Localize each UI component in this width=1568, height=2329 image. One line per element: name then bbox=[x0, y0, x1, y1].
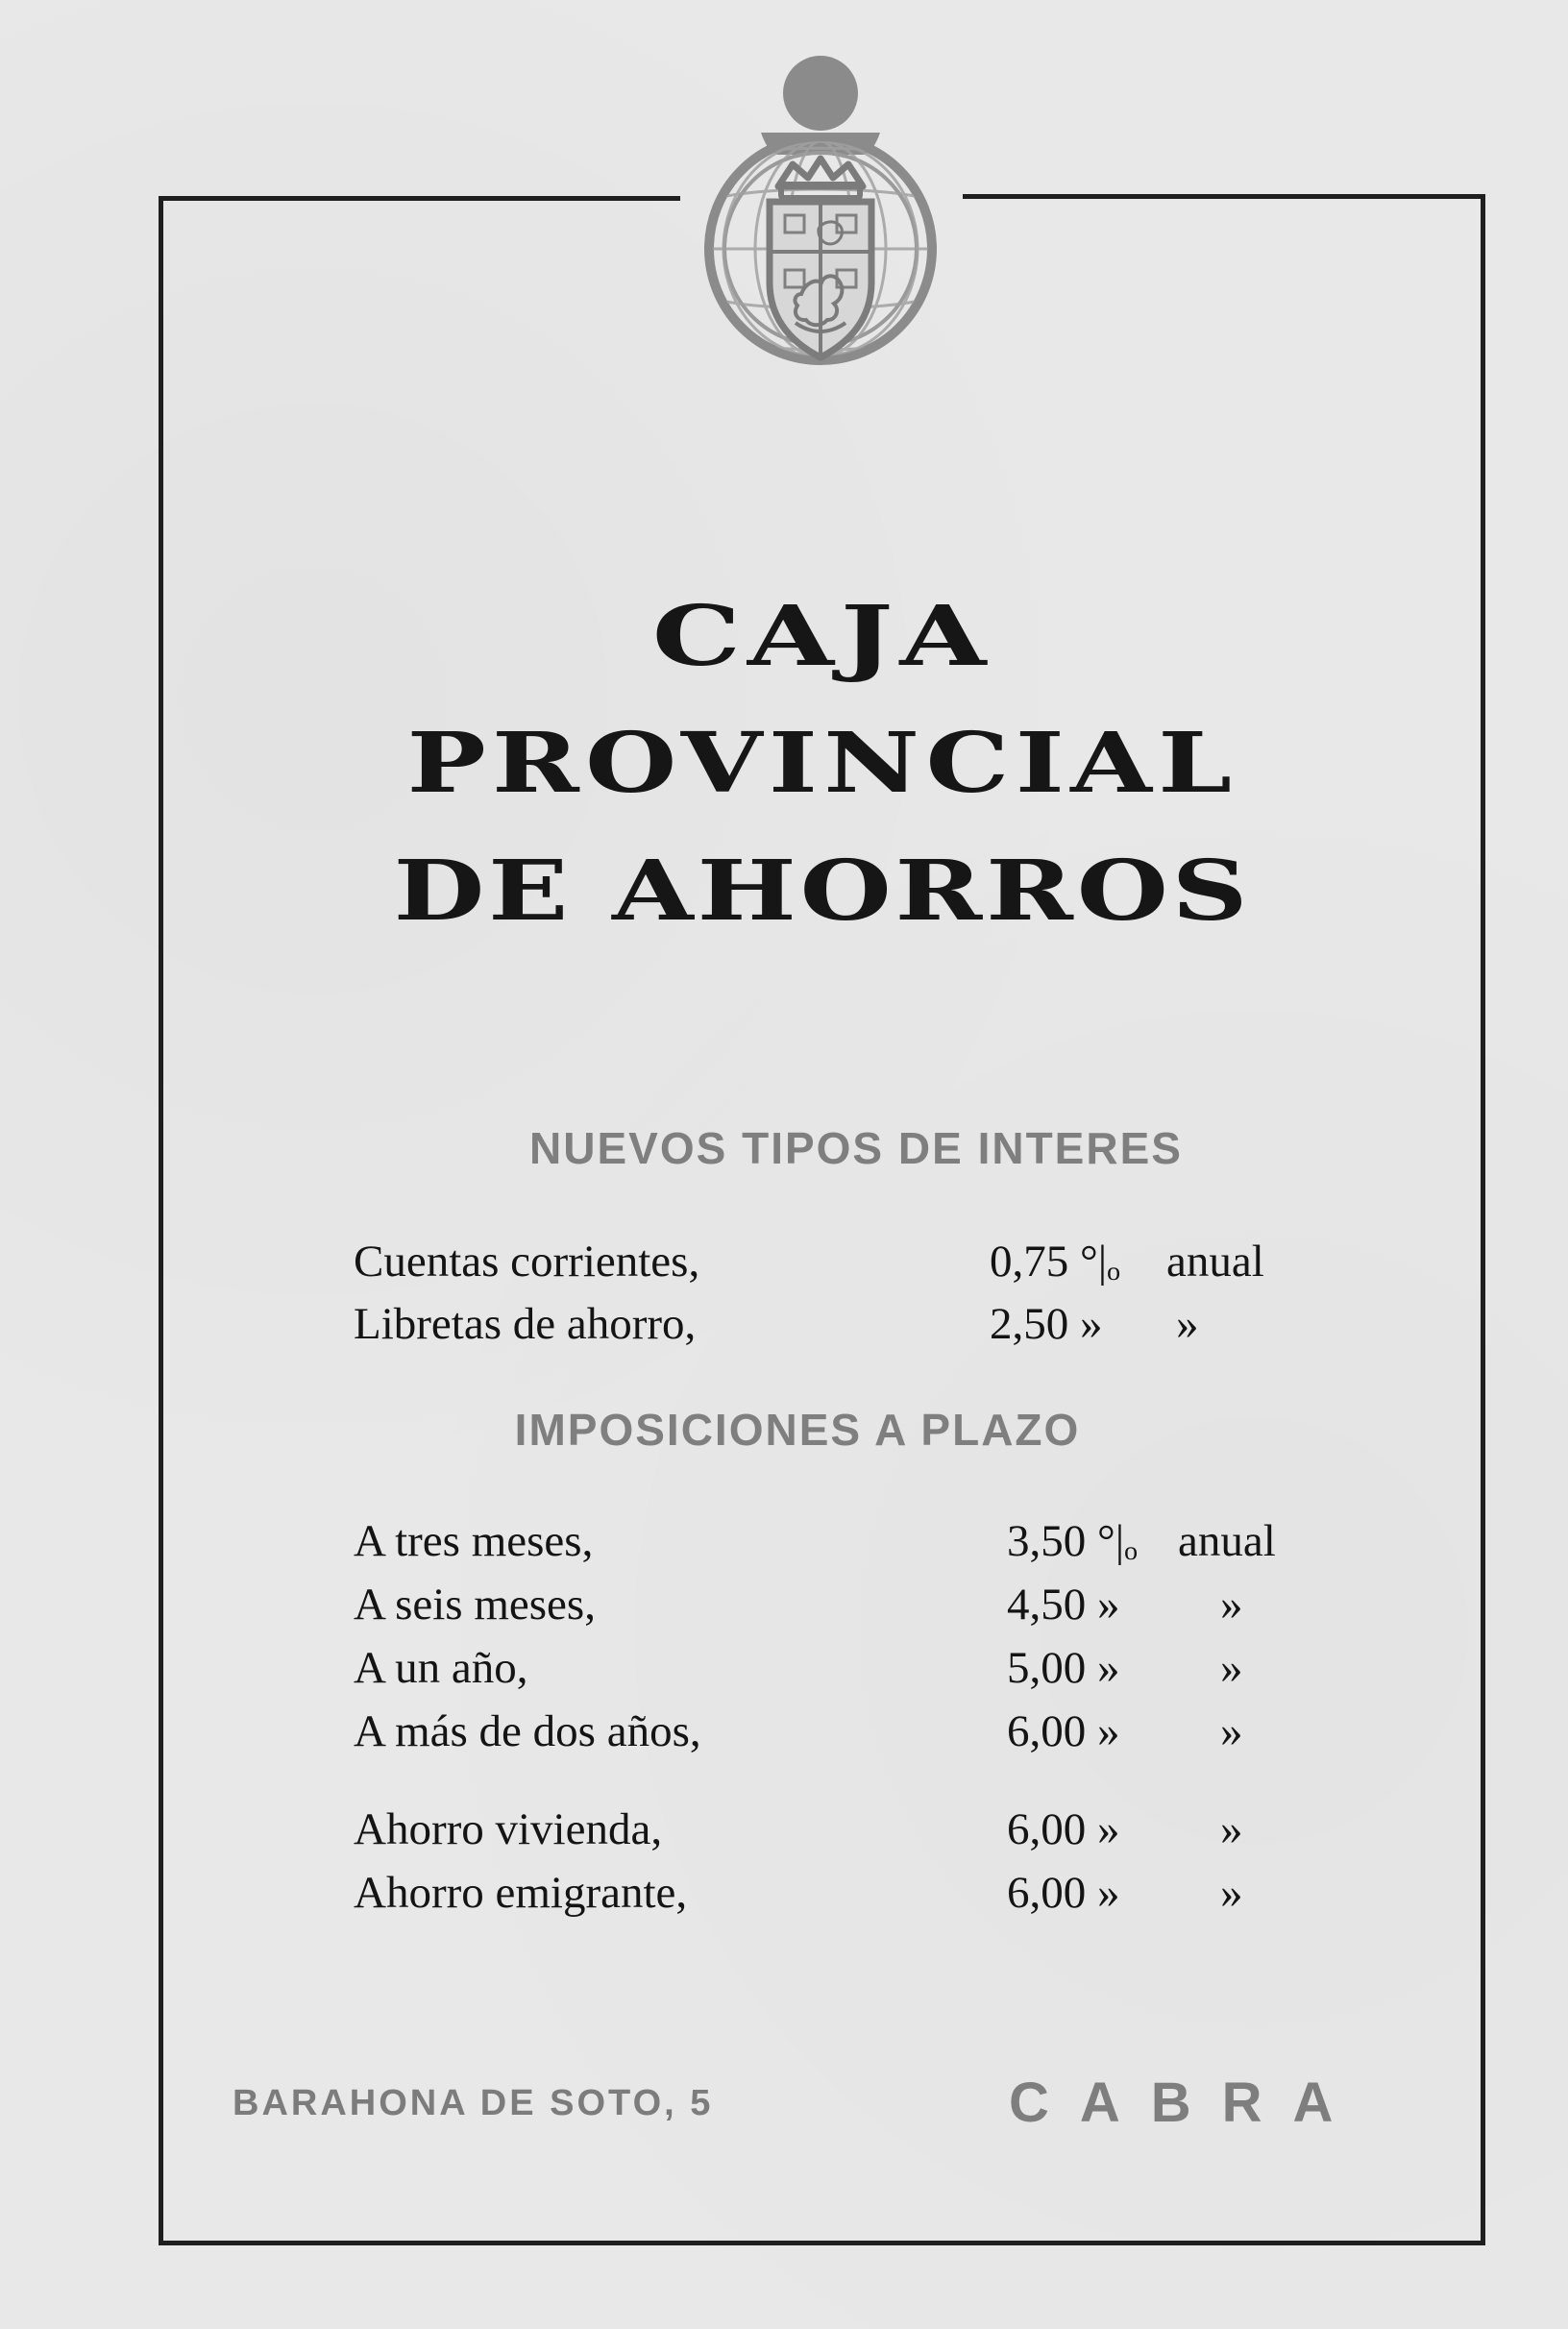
rate-suffix: » bbox=[1220, 1706, 1243, 1756]
rate-suffix: anual bbox=[1166, 1237, 1264, 1287]
rate-label: A seis meses, bbox=[354, 1580, 596, 1630]
rate-row bbox=[0, 1582, 1568, 1640]
rate-label: Ahorro vivienda, bbox=[354, 1804, 663, 1854]
rate-label: Ahorro emigrante, bbox=[354, 1868, 688, 1918]
title-line-3: DE AHORROS bbox=[393, 843, 1252, 940]
rate-row bbox=[0, 1239, 1568, 1297]
border-top-right bbox=[963, 194, 1485, 199]
rate-value: 6,00 » bbox=[1007, 1706, 1120, 1756]
rate-value: 4,50 » bbox=[1007, 1580, 1120, 1630]
rate-suffix: anual bbox=[1178, 1516, 1276, 1566]
footer-city: CABRA bbox=[1009, 2072, 1364, 2134]
rate-suffix: » bbox=[1220, 1643, 1243, 1693]
title-line-2: PROVINCIAL bbox=[406, 715, 1238, 812]
title-line-1: CAJA bbox=[651, 588, 993, 685]
border-left bbox=[159, 196, 163, 2245]
rate-row bbox=[0, 1516, 1568, 1577]
footer-address: BARAHONA DE SOTO, 5 bbox=[233, 2083, 714, 2123]
rate-suffix: » bbox=[1220, 1868, 1243, 1918]
rate-value: 2,50 » bbox=[990, 1299, 1103, 1349]
rate-value: 6,00 » bbox=[1007, 1804, 1120, 1854]
coat-of-arms-emblem bbox=[699, 54, 942, 375]
rate-label: A más de dos años, bbox=[354, 1706, 701, 1756]
fixed-term-heading: IMPOSICIONES A PLAZO bbox=[514, 1405, 1081, 1455]
rate-label: A tres meses, bbox=[354, 1516, 594, 1566]
border-top-left bbox=[159, 196, 680, 201]
interest-rates-heading: NUEVOS TIPOS DE INTERES bbox=[529, 1123, 1183, 1173]
rate-row bbox=[0, 1868, 1568, 1928]
rate-row bbox=[0, 1706, 1568, 1767]
border-bottom bbox=[159, 2241, 1485, 2245]
rate-suffix: » bbox=[1176, 1299, 1199, 1349]
rate-value: 0,75 °|ₒ bbox=[990, 1237, 1120, 1287]
rate-label: Cuentas corrientes, bbox=[354, 1237, 700, 1287]
rate-value: 6,00 » bbox=[1007, 1868, 1120, 1918]
rate-suffix: » bbox=[1220, 1804, 1243, 1854]
rate-row bbox=[0, 1299, 1568, 1360]
border-right bbox=[1481, 194, 1485, 2245]
rate-label: A un año, bbox=[354, 1643, 528, 1693]
rate-row bbox=[0, 1804, 1568, 1865]
rate-value: 5,00 » bbox=[1007, 1643, 1120, 1693]
rate-suffix: » bbox=[1220, 1580, 1243, 1630]
rate-row bbox=[0, 1643, 1568, 1704]
rate-label: Libretas de ahorro, bbox=[354, 1299, 697, 1349]
rate-value: 3,50 °|ₒ bbox=[1007, 1516, 1138, 1566]
